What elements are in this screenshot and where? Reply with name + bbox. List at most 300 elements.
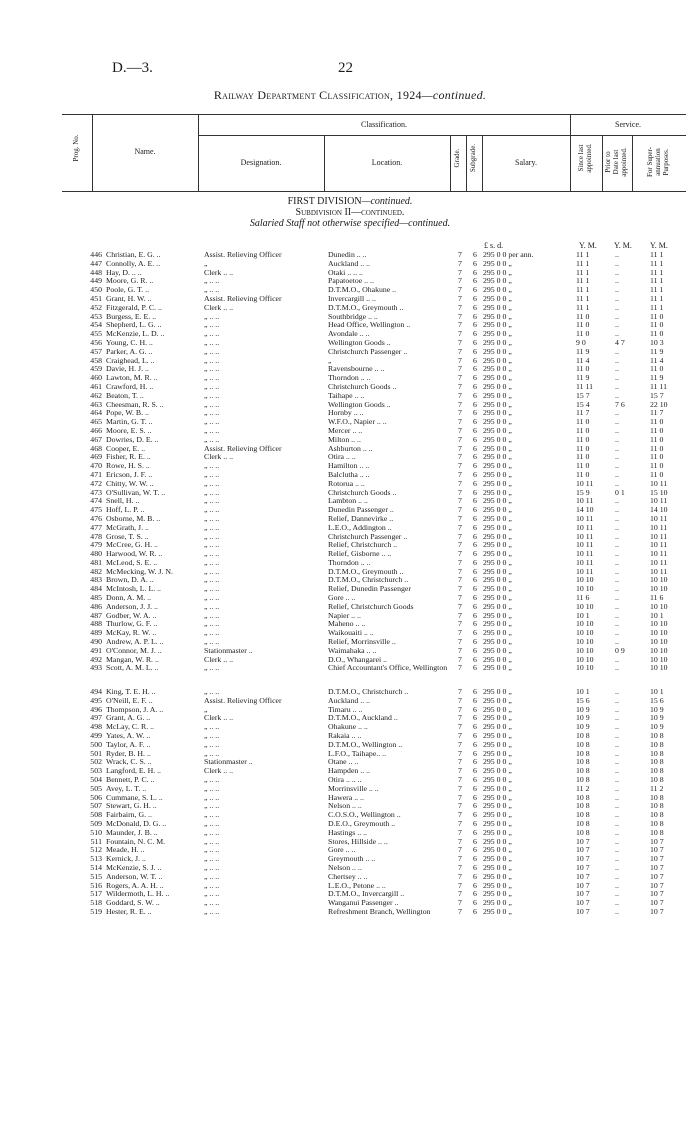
salary: 295 0 0 „ — [483, 478, 512, 488]
service-superannuation: 11 9 — [650, 373, 664, 383]
table-row — [0, 838, 700, 847]
service-prior: .. — [615, 783, 619, 793]
service-superannuation: 11 9 — [650, 346, 664, 356]
service-superannuation: 10 10 — [650, 619, 668, 629]
staff-name: Donn, A. M. .. — [106, 594, 152, 603]
prog-no: 486 — [90, 601, 102, 611]
grade: 7 — [458, 889, 462, 899]
designation: „ .. .. — [204, 418, 220, 427]
units-salary: £ s. d. — [484, 241, 504, 250]
service-since-last: 11 4 — [576, 355, 590, 365]
service-since-last: 11 0 — [576, 417, 590, 427]
service-since-last: 10 11 — [576, 531, 594, 541]
salary: 295 0 0 „ — [483, 871, 512, 881]
salary: 295 0 0 „ — [483, 320, 512, 330]
location: Wellington Goods .. — [328, 338, 391, 347]
service-superannuation: 11 0 — [650, 443, 664, 453]
salary: 295 0 0 „ — [483, 906, 512, 916]
subgrade: 6 — [473, 390, 477, 400]
prog-no: 497 — [90, 713, 102, 723]
subgrade: 6 — [473, 854, 477, 864]
col-designation: Designation. — [240, 158, 282, 167]
salary: 295 0 0 „ — [483, 285, 512, 295]
service-since-last: 11 0 — [576, 329, 590, 339]
col-since-last: Since last appointed. — [577, 143, 593, 173]
service-superannuation: 15 7 — [650, 390, 664, 400]
prog-no: 490 — [90, 637, 102, 647]
service-prior: .. — [615, 601, 619, 611]
subgrade: 6 — [473, 425, 477, 435]
subgrade: 6 — [473, 505, 477, 515]
table-row — [0, 664, 700, 682]
units-prior: Y. M. — [614, 241, 632, 250]
service-superannuation: 15 10 — [650, 487, 668, 497]
prog-no: 454 — [90, 320, 102, 330]
grade: 7 — [458, 836, 462, 846]
staff-name: McMecking, W. J. N. — [106, 567, 173, 576]
designation: „ .. .. — [204, 890, 220, 899]
subgrade: 6 — [473, 522, 477, 532]
subgrade: 6 — [473, 889, 477, 899]
staff-name: Connolly, A. E. .. — [106, 259, 161, 268]
service-since-last: 15 6 — [576, 695, 590, 705]
table-row — [0, 620, 700, 629]
staff-name: Goddard, S. W. .. — [106, 899, 160, 908]
service-since-last: 10 8 — [576, 739, 590, 749]
location: Otira .. .. — [328, 453, 356, 462]
table-row — [0, 559, 700, 568]
grade: 7 — [458, 704, 462, 714]
prog-no: 489 — [90, 628, 102, 638]
location: D.T.M.O., Greymouth .. — [328, 567, 404, 576]
subgrade: 6 — [473, 766, 477, 776]
service-prior: .. — [615, 276, 619, 286]
service-superannuation: 11 0 — [650, 452, 664, 462]
service-since-last: 10 10 — [576, 584, 594, 594]
salary: 295 0 0 „ — [483, 731, 512, 741]
grade: 7 — [458, 862, 462, 872]
designation: „ .. .. — [204, 435, 220, 444]
staff-name: Grant, A. G. .. — [106, 714, 151, 723]
location: Dunedin Passenger .. — [328, 506, 394, 515]
subgrade: 6 — [473, 757, 477, 767]
salary: 295 0 0 „ — [483, 739, 512, 749]
service-since-last: 10 8 — [576, 810, 590, 820]
subgrade: 6 — [473, 593, 477, 603]
prog-no: 512 — [90, 845, 102, 855]
salary: 295 0 0 „ — [483, 496, 512, 506]
staff-name: Andrew, A. P. L. .. — [106, 638, 164, 647]
staff-name: Thurlow, G. F. .. — [106, 620, 158, 629]
designation: „ .. .. — [204, 899, 220, 908]
table-row — [0, 697, 700, 706]
prog-no: 470 — [90, 461, 102, 471]
service-prior: .. — [615, 505, 619, 515]
grade: 7 — [458, 320, 462, 330]
subgrade: 6 — [473, 267, 477, 277]
designation: Clerk .. .. — [204, 655, 234, 664]
service-since-last: 10 10 — [576, 628, 594, 638]
salary: 295 0 0 „ — [483, 390, 512, 400]
location: Napier .. .. — [328, 611, 361, 620]
prog-no: 515 — [90, 871, 102, 881]
service-superannuation: 10 10 — [650, 654, 668, 664]
subgrade: 6 — [473, 645, 477, 655]
service-since-last: 10 11 — [576, 478, 594, 488]
location: Wellington Goods .. — [328, 400, 391, 409]
designation: Assist. Relieving Officer — [204, 251, 282, 259]
salary: 295 0 0 „ — [483, 775, 512, 785]
grade: 7 — [458, 355, 462, 365]
location: Morrinsville .. .. — [328, 784, 379, 793]
designation: „ .. .. — [204, 514, 220, 523]
prog-no: 474 — [90, 496, 102, 506]
staff-name: Craighead, L. .. — [106, 356, 155, 365]
service-superannuation: 10 8 — [650, 827, 664, 837]
table-row — [0, 794, 700, 803]
prog-no: 450 — [90, 285, 102, 295]
salary: 295 0 0 „ — [483, 654, 512, 664]
service-since-last: 10 1 — [576, 610, 590, 620]
col-location: Location. — [371, 158, 403, 167]
service-superannuation: 11 0 — [650, 311, 664, 321]
service-since-last: 9 0 — [576, 337, 586, 347]
service-since-last: 10 7 — [576, 862, 590, 872]
service-since-last: 10 10 — [576, 637, 594, 647]
designation: „ .. .. — [204, 567, 220, 576]
prog-no: 510 — [90, 827, 102, 837]
staff-name: Ericson, J. F. .. — [106, 470, 153, 479]
prog-no: 496 — [90, 704, 102, 714]
designation: „ .. .. — [204, 811, 220, 820]
prog-no: 493 — [90, 663, 102, 673]
salary: 295 0 0 „ — [483, 399, 512, 409]
grade: 7 — [458, 619, 462, 629]
service-prior: .. — [615, 522, 619, 532]
service-since-last: 10 1 — [576, 687, 590, 697]
service-superannuation: 10 1 — [650, 687, 664, 697]
subgrade: 6 — [473, 443, 477, 453]
service-superannuation: 11 1 — [650, 276, 664, 286]
staff-name: Stewart, G. H. .. — [106, 802, 157, 811]
subgrade: 6 — [473, 434, 477, 444]
grade: 7 — [458, 722, 462, 732]
salary: 295 0 0 „ — [483, 704, 512, 714]
designation: „ .. .. — [204, 312, 220, 321]
prog-no: 509 — [90, 819, 102, 828]
staff-name: King, T. E. H. .. — [106, 688, 156, 697]
subgrade: 6 — [473, 601, 477, 611]
prog-no: 517 — [90, 889, 102, 899]
staff-name: Ryder, B. H. .. — [106, 749, 151, 758]
service-superannuation: 10 8 — [650, 748, 664, 758]
salary: 295 0 0 „ — [483, 373, 512, 383]
grade: 7 — [458, 827, 462, 837]
title-main: Railway Department Classification, 1924 — [213, 88, 422, 102]
service-prior: .. — [615, 663, 619, 673]
location: W.F.O., Napier .. .. — [328, 418, 387, 427]
prog-no: 484 — [90, 584, 102, 594]
designation: „ .. .. — [204, 409, 220, 418]
table-row — [0, 471, 700, 480]
service-superannuation: 10 11 — [650, 549, 668, 559]
service-prior: .. — [615, 619, 619, 629]
location: Gore .. .. — [328, 594, 356, 603]
prog-no: 518 — [90, 898, 102, 908]
designation: „ .. .. — [204, 462, 220, 471]
designation: Assist. Relieving Officer — [204, 444, 282, 453]
designation: „ .. .. — [204, 365, 220, 374]
salary: 295 0 0 „ — [483, 695, 512, 705]
service-since-last: 15 7 — [576, 390, 590, 400]
subgrade: 6 — [473, 610, 477, 620]
location: D.T.M.O., Ohakune .. — [328, 286, 397, 295]
salary: 295 0 0 „ — [483, 258, 512, 268]
service-since-last: 11 0 — [576, 443, 590, 453]
designation: „ .. .. — [204, 356, 220, 365]
grade: 7 — [458, 329, 462, 339]
table-row — [0, 585, 700, 594]
table-row — [0, 882, 700, 891]
service-prior: .. — [615, 845, 619, 855]
service-prior: .. — [615, 346, 619, 356]
service-superannuation: 11 0 — [650, 461, 664, 471]
table-row — [0, 576, 700, 585]
service-superannuation: 10 8 — [650, 819, 664, 828]
service-since-last: 10 10 — [576, 654, 594, 664]
col-salary: Salary. — [515, 158, 537, 167]
designation: „ .. .. — [204, 749, 220, 758]
table-row — [0, 427, 700, 436]
service-since-last: 10 8 — [576, 792, 590, 802]
designation: „ .. .. — [204, 338, 220, 347]
grade: 7 — [458, 461, 462, 471]
service-since-last: 11 1 — [576, 250, 590, 259]
service-since-last: 11 11 — [576, 381, 593, 391]
table-row — [0, 418, 700, 427]
table-row — [0, 550, 700, 559]
table-row — [0, 277, 700, 286]
salary: 295 0 0 „ — [483, 302, 512, 312]
subgrade: 6 — [473, 880, 477, 890]
location: C.O.S.O., Wellington .. — [328, 811, 401, 820]
location: Avondale .. .. — [328, 330, 370, 339]
salary: 295 0 0 „ — [483, 880, 512, 890]
service-since-last: 11 0 — [576, 461, 590, 471]
service-prior: .. — [615, 713, 619, 723]
location: Milton .. .. — [328, 435, 361, 444]
salary: 295 0 0 „ — [483, 801, 512, 811]
service-prior: .. — [615, 766, 619, 776]
location: Ravensbourne .. .. — [328, 365, 385, 374]
designation: Stationmaster .. — [204, 758, 253, 767]
service-since-last: 10 11 — [576, 496, 594, 506]
service-prior: .. — [615, 819, 619, 828]
prog-no: 456 — [90, 337, 102, 347]
salary: 295 0 0 „ — [483, 898, 512, 908]
staff-name: O'Neill, E. F. .. — [106, 696, 153, 705]
staff-name: Fitzgerald, P. C. .. — [106, 303, 162, 312]
designation: „ .. .. — [204, 723, 220, 732]
table-row — [0, 776, 700, 785]
location: Waikouaiti .. .. — [328, 629, 374, 638]
staff-name: McKenzie, S. J. .. — [106, 863, 162, 872]
prog-no: 471 — [90, 469, 102, 479]
designation: „ .. .. — [204, 488, 220, 497]
staff-name: Hay, D. .. .. — [106, 268, 142, 277]
subgrade: 6 — [473, 337, 477, 347]
designation: „ .. .. — [204, 855, 220, 864]
subgrade: 6 — [473, 783, 477, 793]
service-superannuation: 10 11 — [650, 566, 668, 576]
location: Southbridge .. .. — [328, 312, 378, 321]
service-superannuation: 10 7 — [650, 845, 664, 855]
service-since-last: 10 8 — [576, 827, 590, 837]
prog-no: 472 — [90, 478, 102, 488]
service-prior: 0 9 — [615, 645, 625, 655]
service-superannuation: 14 10 — [650, 505, 668, 515]
grade: 7 — [458, 906, 462, 916]
staff-name: McCree, G. H. .. — [106, 541, 158, 550]
staff-name: McLeod, S. E. .. — [106, 558, 158, 567]
salary: 295 0 0 „ — [483, 792, 512, 802]
designation: „ .. .. — [204, 400, 220, 409]
service-superannuation: 10 11 — [650, 531, 668, 541]
grade: 7 — [458, 663, 462, 673]
service-prior: .. — [615, 757, 619, 767]
division-heading: FIRST DIVISION—continued. — [287, 196, 413, 207]
subdivision-heading: Subdivision II—continued. — [295, 207, 405, 218]
table-row — [0, 304, 700, 313]
service-superannuation: 10 9 — [650, 722, 664, 732]
staff-heading: Salaried Staff not otherwise specified—continued. — [249, 218, 451, 229]
grade: 7 — [458, 452, 462, 462]
service-superannuation: 10 10 — [650, 628, 668, 638]
service-since-last: 14 10 — [576, 505, 594, 515]
prog-no: 492 — [90, 654, 102, 664]
grade: 7 — [458, 469, 462, 479]
col-service: Service. — [615, 120, 641, 129]
table-row — [0, 286, 700, 295]
service-prior: .. — [615, 731, 619, 741]
grade: 7 — [458, 845, 462, 855]
prog-no: 495 — [90, 695, 102, 705]
grade: 7 — [458, 311, 462, 321]
salary: 295 0 0 „ — [483, 505, 512, 515]
staff-name: Wildermoth, L. H. .. — [106, 890, 170, 899]
location: Nelson .. .. — [328, 863, 362, 872]
subgrade: 6 — [473, 819, 477, 828]
staff-name: Poole, G. T. .. — [106, 286, 150, 295]
designation: „ .. .. — [204, 776, 220, 785]
salary: 295 0 0 „ — [483, 584, 512, 594]
prog-no: 487 — [90, 610, 102, 620]
designation: „ .. .. — [204, 664, 220, 673]
prog-no: 463 — [90, 399, 102, 409]
service-prior: .. — [615, 513, 619, 523]
service-prior: .. — [615, 593, 619, 603]
table-row — [0, 864, 700, 873]
service-superannuation: 10 8 — [650, 775, 664, 785]
service-prior: .. — [615, 739, 619, 749]
staff-name: Cummane, S. L. .. — [106, 793, 163, 802]
prog-no: 485 — [90, 593, 102, 603]
service-superannuation: 10 10 — [650, 645, 668, 655]
staff-name: Langford, E. H. .. — [106, 767, 161, 776]
location: Hampden .. .. — [328, 767, 371, 776]
service-since-last: 10 10 — [576, 601, 594, 611]
service-superannuation: 11 1 — [650, 267, 664, 277]
salary: 295 0 0 „ — [483, 593, 512, 603]
salary: 295 0 0 „ — [483, 364, 512, 374]
salary: 295 0 0 „ — [483, 819, 512, 828]
service-superannuation: 11 1 — [650, 250, 664, 259]
location: Waimahaka .. .. — [328, 646, 377, 655]
salary: 295 0 0 „ — [483, 601, 512, 611]
service-superannuation: 11 0 — [650, 417, 664, 427]
col-grade: Grade. — [453, 148, 461, 168]
table-row — [0, 392, 700, 401]
service-superannuation: 10 8 — [650, 792, 664, 802]
salary: 295 0 0 „ — [483, 836, 512, 846]
table-row — [0, 688, 700, 697]
prog-no: 504 — [90, 775, 102, 785]
service-prior: .. — [615, 792, 619, 802]
grade: 7 — [458, 801, 462, 811]
grade: 7 — [458, 425, 462, 435]
service-since-last: 11 1 — [576, 276, 590, 286]
table-row — [0, 348, 700, 357]
designation: „ .. .. — [204, 784, 220, 793]
service-prior: .. — [615, 267, 619, 277]
service-since-last: 11 0 — [576, 452, 590, 462]
salary: 295 0 0 „ — [483, 663, 512, 673]
salary: 295 0 0 „ — [483, 513, 512, 523]
prog-no: 494 — [90, 687, 102, 697]
grade: 7 — [458, 513, 462, 523]
service-superannuation: 10 8 — [650, 801, 664, 811]
designation: „ — [204, 705, 208, 714]
location: L.E.O., Addington .. — [328, 523, 392, 532]
service-since-last: 10 7 — [576, 898, 590, 908]
service-since-last: 11 1 — [576, 293, 590, 303]
table-row — [0, 846, 700, 855]
service-since-last: 11 0 — [576, 364, 590, 374]
grade: 7 — [458, 792, 462, 802]
page-header — [0, 60, 700, 78]
salary: 295 0 0 „ — [483, 540, 512, 550]
service-prior: .. — [615, 302, 619, 312]
service-prior: .. — [615, 810, 619, 820]
service-prior: .. — [615, 889, 619, 899]
location: Relief, Gisborne .. .. — [328, 550, 392, 559]
prog-no: 477 — [90, 522, 102, 532]
service-since-last: 11 1 — [576, 285, 590, 295]
prog-no: 516 — [90, 880, 102, 890]
salary: 295 0 0 „ — [483, 827, 512, 837]
prog-no: 448 — [90, 267, 102, 277]
col-classification: Classification. — [361, 120, 407, 129]
designation: „ .. .. — [204, 523, 220, 532]
service-superannuation: 10 7 — [650, 906, 664, 916]
grade: 7 — [458, 285, 462, 295]
subgrade: 6 — [473, 628, 477, 638]
grade: 7 — [458, 731, 462, 741]
prog-no: 451 — [90, 293, 102, 303]
grade: 7 — [458, 267, 462, 277]
grade: 7 — [458, 898, 462, 908]
subgrade: 6 — [473, 827, 477, 837]
